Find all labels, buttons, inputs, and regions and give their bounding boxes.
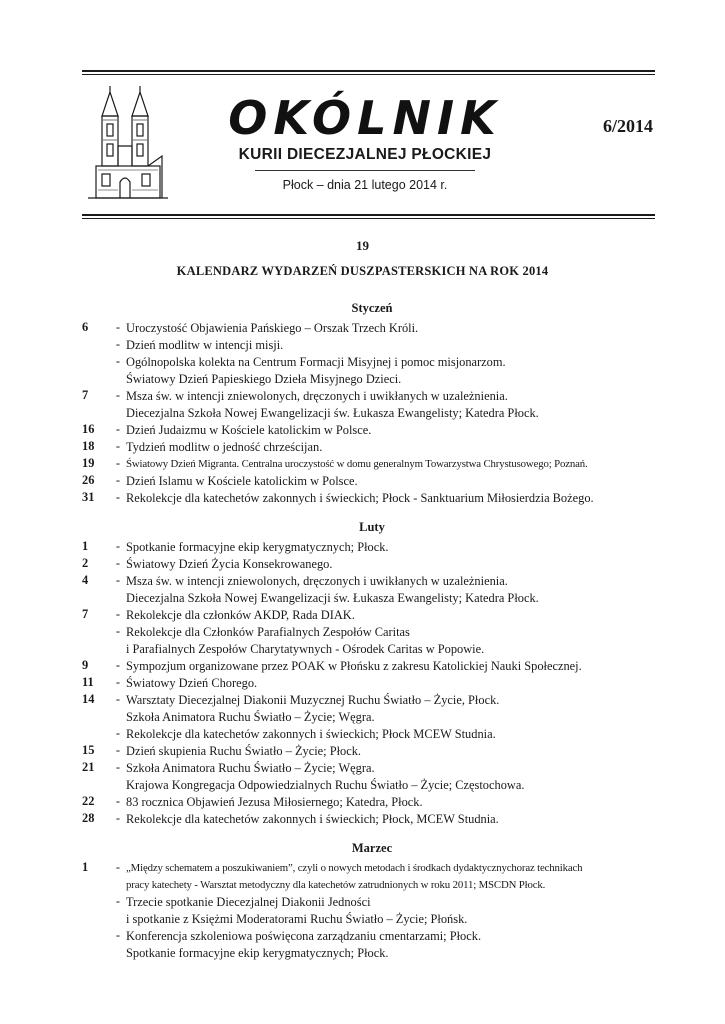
calendar-entry (82, 337, 662, 354)
calendar-entry (82, 422, 662, 439)
entry-dash: - (115, 928, 121, 942)
entry-text (126, 556, 662, 573)
entry-dash: - (115, 607, 121, 621)
entry-line: Rekolekcje dla Członków Parafialnych Zespołów Caritas (126, 625, 410, 639)
entry-line: Dzień modlitw w intencji misji. (126, 338, 284, 352)
entry-day: 14 (82, 692, 95, 706)
calendar-entry (82, 556, 662, 573)
entry-dash: - (115, 624, 121, 638)
entry-text (126, 422, 662, 439)
entry-text (126, 675, 662, 692)
entry-dash: - (115, 658, 121, 672)
entry-dash: - (115, 337, 121, 351)
calendar-entry (82, 490, 662, 507)
calendar-entry (82, 320, 662, 337)
calendar-entry (82, 456, 662, 473)
calendar-entry (82, 743, 662, 760)
entry-line: Światowy Dzień Życia Konsekrowanego. (126, 557, 333, 571)
entry-text (126, 811, 662, 828)
document-title: KALENDARZ WYDARZEŃ DUSZPASTERSKICH NA ROK 2014 (176, 264, 549, 278)
entry-line: Sympozjum organizowane przez POAK w Płońsku z zakresu Katolickiej Nauki Społecznej. (126, 659, 582, 673)
entry-dash: - (115, 388, 121, 402)
entry-dash: - (115, 894, 121, 908)
entry-line: Dzień Judaizmu w Kościele katolickim w Polsce. (126, 423, 372, 437)
entry-text (126, 388, 662, 422)
calendar-entry (82, 607, 662, 624)
entry-day: 19 (82, 456, 95, 470)
entry-line: i spotkanie z Księżmi Moderatorami Ruchu Światło – Życie; Płońsk. (126, 912, 468, 926)
entry-line: Spotkanie formacyjne ekip kerygmatycznych; Płock. (126, 946, 389, 960)
entry-dash: - (115, 473, 121, 487)
calendar-entry (82, 726, 662, 743)
entry-text (126, 354, 662, 388)
entry-day: 2 (82, 556, 89, 570)
calendar-entry (82, 473, 662, 490)
entry-day: 31 (82, 490, 95, 504)
entry-text (126, 658, 662, 675)
entry-text (126, 539, 662, 556)
publication-title: OKÓLNIK (228, 91, 502, 145)
entry-dash: - (115, 692, 121, 706)
entry-line: Tydzień modlitw o jedność chrześcijan. (126, 440, 323, 454)
entry-dash: - (115, 760, 121, 774)
entry-line: Rekolekcje dla katechetów zakonnych i świeckich; Płock, MCEW Studnia. (126, 812, 499, 826)
entry-dash: - (115, 743, 121, 757)
entry-line: pracy katechety - Warsztat metodyczny dla katechetów zatrudnionych w roku 2011; MSCDN Płock. (126, 879, 546, 891)
entry-dash: - (115, 320, 121, 334)
entry-text (126, 860, 662, 894)
calendar-entry (82, 692, 662, 726)
header-rule-top-thin (82, 74, 655, 75)
calendar-entry (82, 439, 662, 456)
entry-dash: - (115, 573, 121, 587)
calendar-entry (82, 811, 662, 828)
entry-line: Rekolekcje dla katechetów zakonnych i świeckich; Płock - Sanktuarium Miłosierdzia Bożego. (126, 491, 594, 505)
entry-line: Msza św. w intencji zniewolonych, dręczonych i uwikłanych w uzależnienia. (126, 574, 508, 588)
issue-number: 6/2014 (602, 116, 653, 136)
entry-line: Dzień skupienia Ruchu Światło – Życie; Płock. (126, 744, 362, 758)
entry-dash: - (115, 456, 121, 470)
calendar-entry (82, 928, 662, 962)
entry-day: 15 (82, 743, 95, 757)
header-rule-bottom (82, 214, 655, 216)
entry-line: Uroczystość Objawienia Pańskiego – Orszak Trzech Króli. (126, 321, 419, 335)
entry-day: 21 (82, 760, 95, 774)
calendar-entry (82, 388, 662, 422)
entry-dash: - (115, 794, 121, 808)
entry-dash: - (115, 490, 121, 504)
entry-line: Światowy Dzień Chorego. (126, 676, 258, 690)
entry-dash: - (115, 726, 121, 740)
entry-day: 11 (82, 675, 94, 689)
entry-line: Diecezjalna Szkoła Nowej Ewangelizacji św. Łukasza Ewangelisty; Katedra Płock. (126, 591, 539, 605)
month-heading: Styczeń (351, 301, 393, 315)
entry-line: Trzecie spotkanie Diecezjalnej Diakonii Jedności (126, 895, 371, 909)
entry-line: Spotkanie formacyjne ekip kerygmatycznych; Płock. (126, 540, 389, 554)
entry-line: Szkoła Animatora Ruchu Światło – Życie; Węgra. (126, 710, 375, 724)
month-heading: Marzec (351, 841, 393, 855)
entry-text (126, 490, 662, 507)
calendar-entry (82, 894, 662, 928)
entry-day: 7 (82, 607, 89, 621)
entry-text (126, 726, 662, 743)
church-illustration (88, 86, 168, 204)
entry-text (126, 320, 662, 337)
calendar-entry (82, 624, 662, 658)
masthead (220, 92, 510, 192)
entry-dash: - (115, 354, 121, 368)
entry-text (126, 473, 662, 490)
entry-text (126, 607, 662, 624)
entry-line: Warsztaty Diecezjalnej Diakonii Muzycznej Ruchu Światło – Życie, Płock. (126, 693, 500, 707)
entry-line: Rekolekcje dla członków AKDP, Rada DIAK. (126, 608, 355, 622)
entry-line: Dzień Islamu w Kościele katolickim w Polsce. (126, 474, 358, 488)
entry-text (126, 928, 662, 962)
entry-day: 4 (82, 573, 89, 587)
entry-line: Diecezjalna Szkoła Nowej Ewangelizacji św. Łukasza Ewangelisty; Katedra Płock. (126, 406, 539, 420)
entry-dash: - (115, 556, 121, 570)
calendar-entry (82, 658, 662, 675)
calendar-entry (82, 354, 662, 388)
entry-text (126, 624, 662, 658)
entry-text (126, 337, 662, 354)
entry-line: Światowy Dzień Papieskiego Dzieła Misyjnego Dzieci. (126, 372, 402, 386)
entry-line: Rekolekcje dla katechetów zakonnych i świeckich; Płock MCEW Studnia. (126, 727, 496, 741)
entry-day: 6 (82, 320, 89, 334)
header-rule-top (82, 70, 655, 72)
entry-day: 26 (82, 473, 95, 487)
entry-line: Szkoła Animatora Ruchu Światło – Życie; Węgra. (126, 761, 375, 775)
header-rule-bottom-thin (82, 218, 655, 219)
entry-text (126, 743, 662, 760)
entry-text (126, 794, 662, 811)
document-number: 19 (356, 238, 369, 253)
entry-day: 1 (82, 860, 89, 874)
entry-day: 22 (82, 794, 95, 808)
entry-line: Ogólnopolska kolekta na Centrum Formacji Misyjnej i pomoc misjonarzom. (126, 355, 506, 369)
entry-text (126, 760, 662, 794)
entry-day: 28 (82, 811, 95, 825)
entry-text (126, 894, 662, 928)
entry-day: 16 (82, 422, 95, 436)
entry-line: „Między schematem a poszukiwaniem”, czyli o nowych metodach i środkach dydaktycznychoraz technikach (126, 862, 583, 874)
entry-line: Krajowa Kongregacja Odpowiedzialnych Ruchu Światło – Życie; Częstochowa. (126, 778, 525, 792)
entry-dash: - (115, 439, 121, 453)
entry-day: 9 (82, 658, 89, 672)
calendar-entry (82, 794, 662, 811)
calendar-entry (82, 760, 662, 794)
calendar-entry (82, 539, 662, 556)
entry-day: 1 (82, 539, 89, 553)
entry-day: 18 (82, 439, 95, 453)
entry-line: Msza św. w intencji zniewolonych, dręczonych i uwikłanych w uzależnienia. (126, 389, 508, 403)
publication-date: Płock – dnia 21 lutego 2014 r. (282, 178, 448, 192)
publication-subtitle: KURII DIECEZJALNEJ PŁOCKIEJ (238, 146, 492, 163)
entry-text (126, 439, 662, 456)
calendar-entry (82, 860, 662, 894)
entry-line: 83 rocznica Objawień Jezusa Miłosiernego; Katedra, Płock. (126, 795, 423, 809)
entry-dash: - (115, 860, 121, 874)
calendar-entry (82, 675, 662, 692)
entry-text (126, 573, 662, 607)
entry-dash: - (115, 422, 121, 436)
entry-dash: - (115, 539, 121, 553)
month-heading: Luty (359, 520, 385, 534)
entry-dash: - (115, 811, 121, 825)
entry-text (126, 692, 662, 726)
calendar-entry (82, 573, 662, 607)
entry-dash: - (115, 675, 121, 689)
entry-text (126, 456, 662, 473)
entry-line: Światowy Dzień Migranta. Centralna uroczystość w domu generalnym Towarzystwa Chrystusowego; Poznań. (126, 458, 588, 470)
entry-line: Konferencja szkoleniowa poświęcona zarządzaniu cmentarzami; Płock. (126, 929, 482, 943)
entry-day: 7 (82, 388, 89, 402)
calendar-content (82, 296, 662, 962)
entry-line: i Parafialnych Zespołów Charytatywnych - Ośrodek Caritas w Popowie. (126, 642, 485, 656)
masthead-divider (255, 170, 475, 171)
